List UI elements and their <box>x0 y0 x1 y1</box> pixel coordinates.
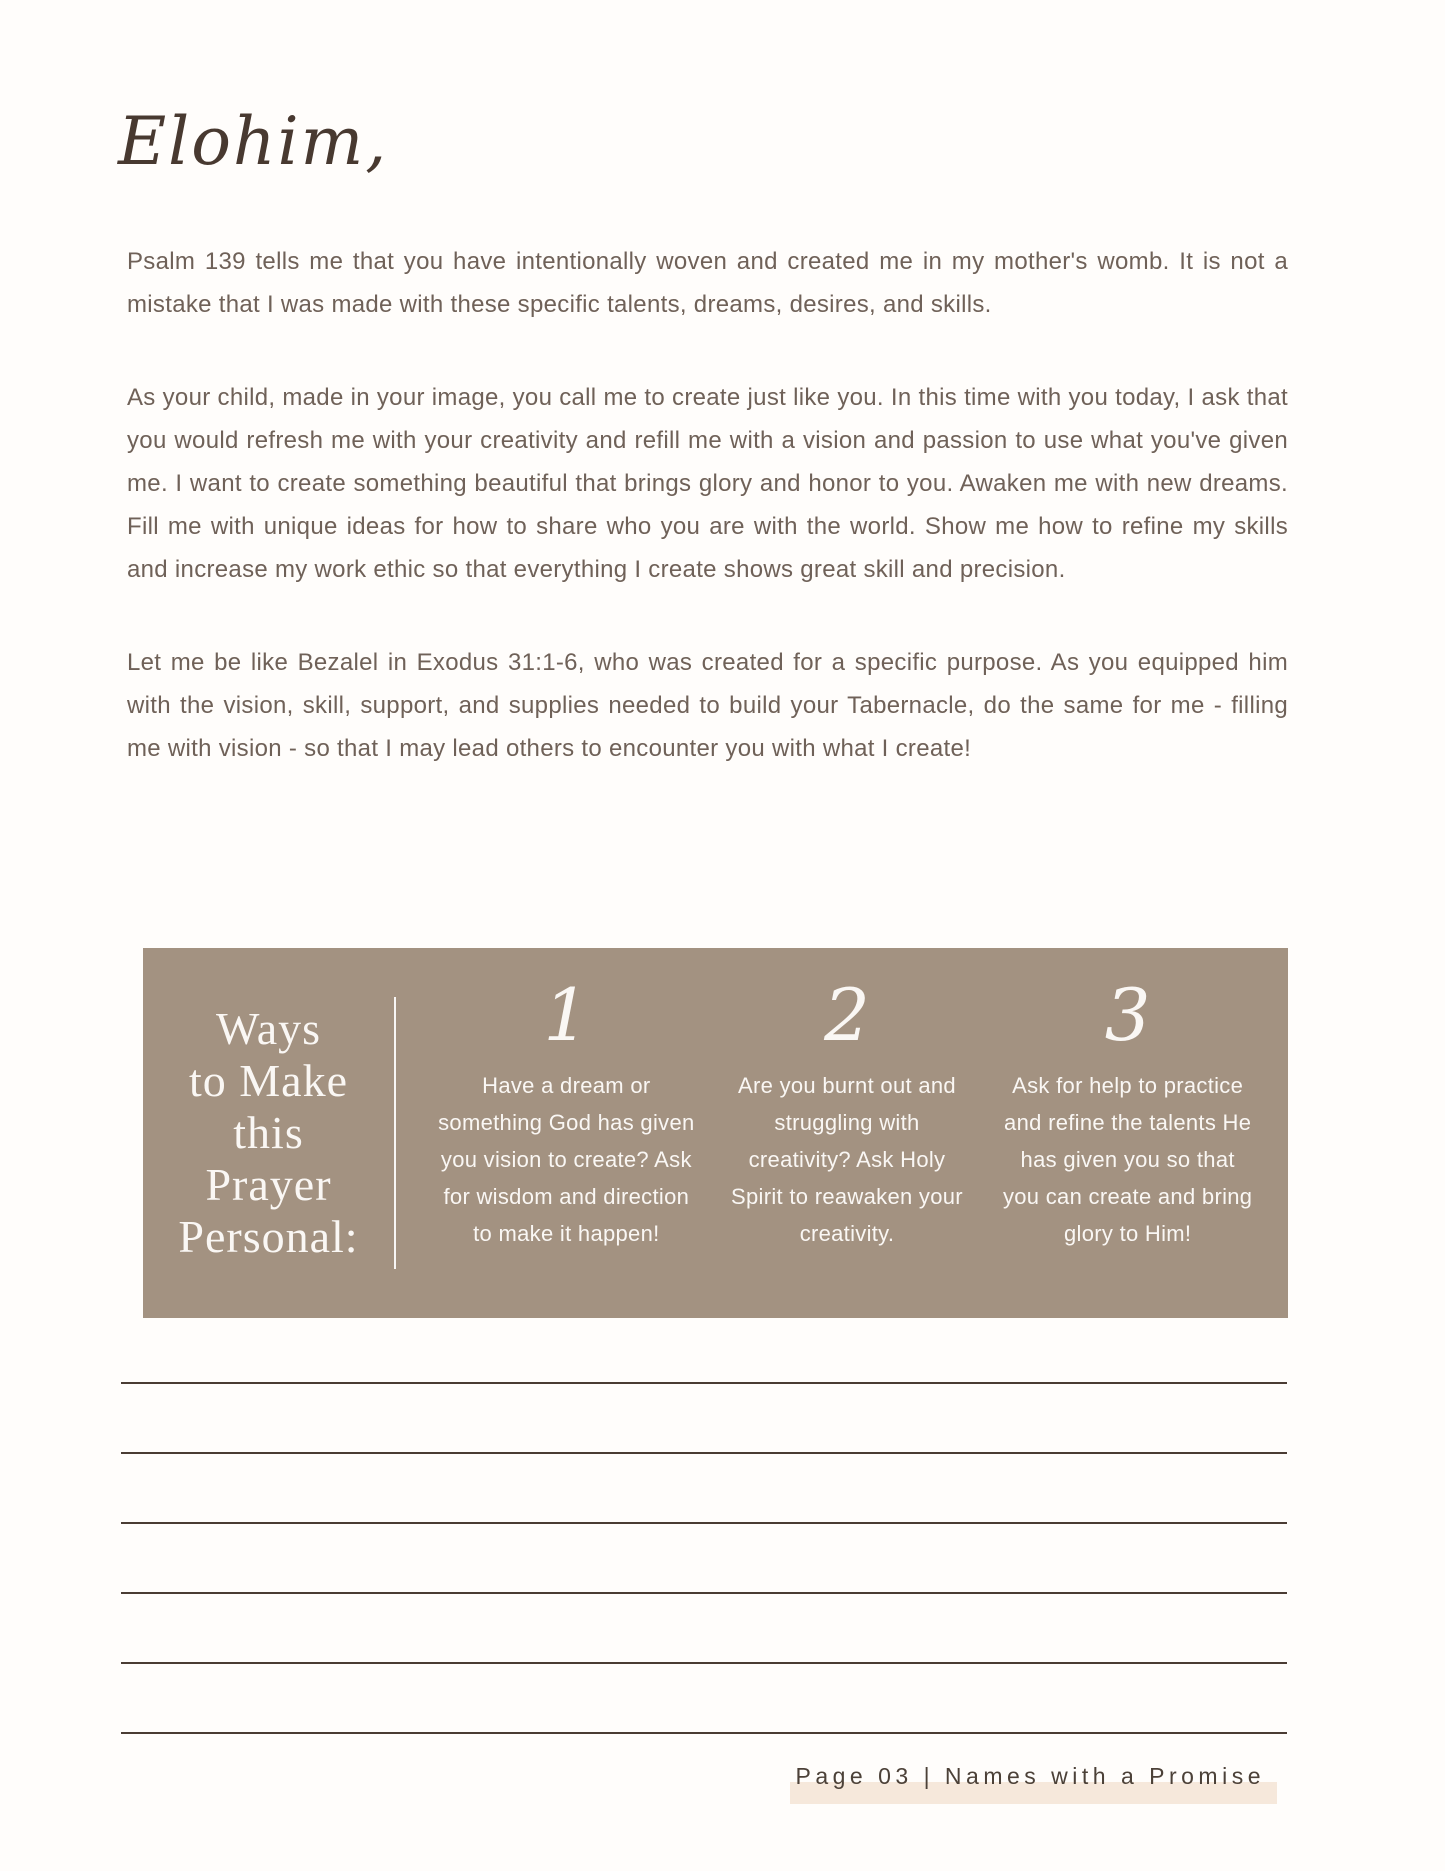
ways-box-heading-line: Prayer <box>205 1159 332 1210</box>
ways-box-heading <box>143 948 394 1318</box>
ways-box-heading-line: to Make <box>188 1055 348 1106</box>
writing-line <box>121 1382 1287 1384</box>
ways-box-item <box>707 973 988 1318</box>
writing-line <box>121 1662 1287 1664</box>
prayer-paragraph: Let me be like Bezalel in Exodus 31:1-6, who was created for a specific purpose. As you equipped him with the vision, skill, support, and supplies needed to build your Tabernacle, do the same for me - filling me with vision - so that I may lead others to encounter you with what I create! <box>127 649 1288 762</box>
page-footer <box>795 1763 1265 1790</box>
prayer-paragraphs <box>127 240 1288 820</box>
page-number-text: Page 03 | Names with a Promise <box>795 1763 1265 1789</box>
ways-box-heading-line: Ways <box>215 1003 322 1054</box>
ways-box-heading-line: this <box>233 1107 304 1158</box>
page-title-script: Elohim, <box>118 103 389 180</box>
ways-box-items <box>396 948 1288 1318</box>
ways-box-item <box>426 973 707 1318</box>
ways-to-make-prayer-personal-box <box>143 948 1288 1318</box>
writing-line <box>121 1732 1287 1734</box>
writing-line <box>121 1522 1287 1524</box>
ways-box-item <box>987 973 1268 1318</box>
ways-box-heading-line: Personal: <box>178 1211 359 1262</box>
item-number: 3 <box>1104 973 1151 1057</box>
writing-line <box>121 1592 1287 1594</box>
journal-writing-lines <box>121 1382 1287 1734</box>
item-number: 2 <box>824 973 870 1057</box>
item-number: 1 <box>543 973 590 1057</box>
item-text: Ask for help to practice and refine the talents He has given you so that you can create and bring glory to Him! <box>1002 1073 1253 1246</box>
prayer-paragraph: As your child, made in your image, you call me to create just like you. In this time with you today, I ask that you would refresh me with your creativity and refill me with a vision and passion to use what you've given me. I want to create something beautiful that brings glory and honor to you. Awaken me with new dreams. Fill me with unique ideas for how to share who you are with the world. Show me how to refine my skills and increase my work ethic so that everything I create shows great skill and precision. <box>127 384 1288 583</box>
prayer-paragraph: Psalm 139 tells me that you have intentionally woven and created me in my mother's womb. It is not a mistake that I was made with these specific talents, dreams, desires, and skills. <box>127 248 1288 318</box>
writing-line <box>121 1452 1287 1454</box>
item-text: Have a dream or something God has given you vision to create? Ask for wisdom and direction to make it happen! <box>438 1073 695 1246</box>
item-text: Are you burnt out and struggling with creativity? Ask Holy Spirit to reawaken your creativity. <box>731 1073 963 1246</box>
